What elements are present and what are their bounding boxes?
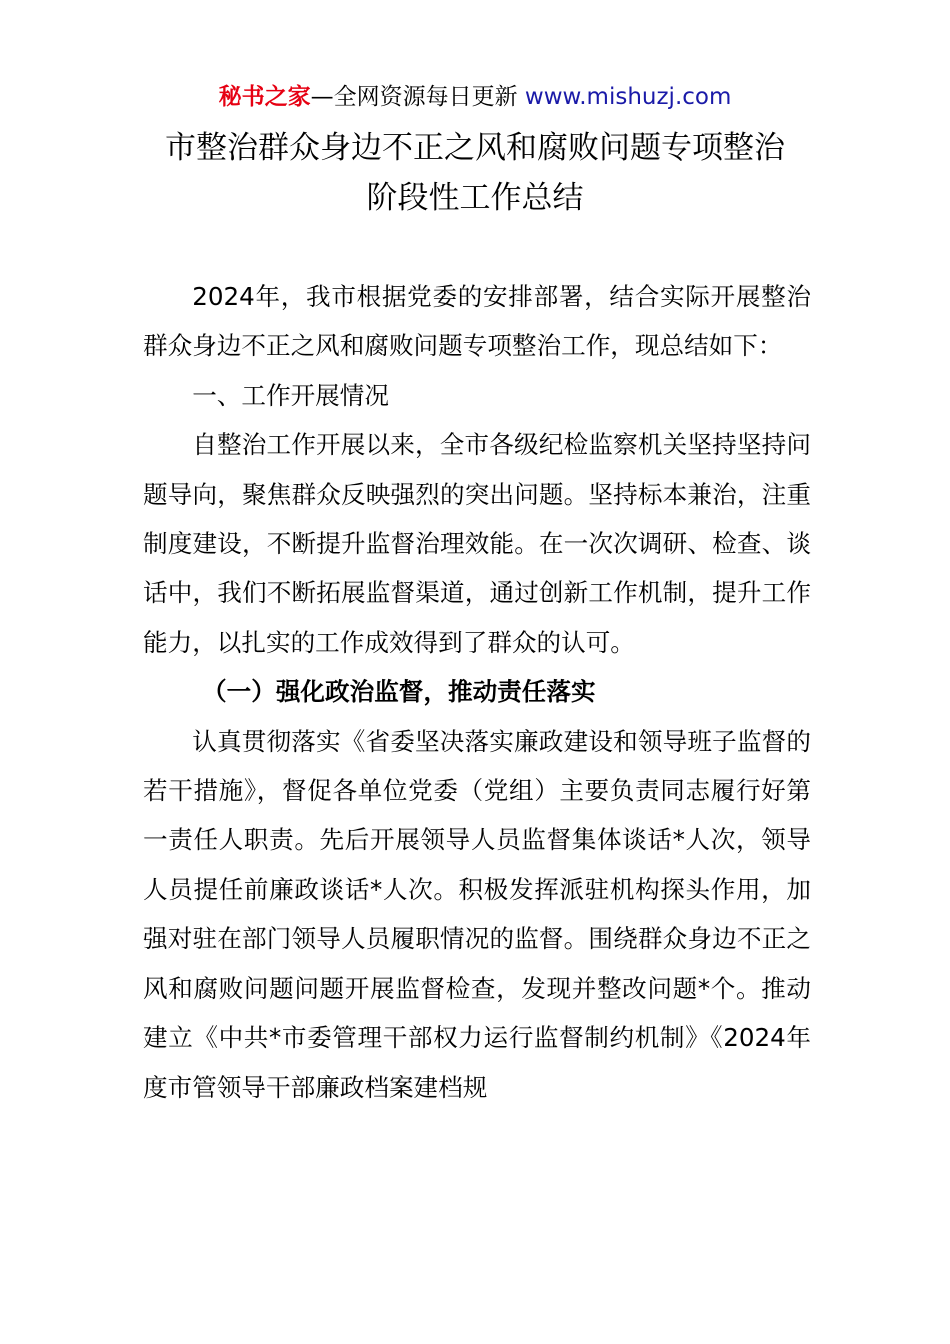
site-banner xyxy=(0,80,950,114)
body-paragraph: 自整治工作开展以来，全市各级纪检监察机关坚持坚持问题导向，聚焦群众反映强烈的突出问题。坚持标本兼治，注重制度建设，不断提升监督治理效能。在一次次调研、检查、谈话中，我们不断拓展监督渠道，通过创新工作机制，提升工作能力，以扎实的工作成效得到了群众的认可。 xyxy=(143,430,811,657)
document-title-line-2: 阶段性工作总结 xyxy=(366,180,584,216)
document-title-line-1: 市整治群众身边不正之风和腐败问题专项整治 xyxy=(165,130,785,166)
section-heading: 一、工作开展情况 xyxy=(192,380,389,410)
subsection-heading: （一）强化政治监督，推动责任落实 xyxy=(202,677,596,707)
document-body xyxy=(143,272,811,1112)
body-paragraph: 认真贯彻落实《省委坚决落实廉政建设和领导班子监督的若干措施》，督促各单位党委（党组）主要负责同志履行好第一责任人职责。先后开展领导人员监督集体谈话*人次，领导人员提任前廉政谈话*人次。积极发挥派驻机构探头作用，加强对驻在部门领导人员履职情况的监督。围绕群众身边不正之风和腐败问题问题开展监督检查，发现并整改问题*个。推动建立《中共*市委管理干部权力运行监督制约机制》《2024年度市管领导干部廉政档案建档规 xyxy=(143,726,811,1102)
banner-tagline: —全网资源每日更新 xyxy=(310,84,518,110)
intro-paragraph: 2024年，我市根据党委的安排部署，结合实际开展整治群众身边不正之风和腐败问题专项整治工作，现总结如下： xyxy=(143,282,811,361)
banner-brand: 秘书之家 xyxy=(218,84,311,110)
banner-url-link[interactable]: www.mishuzj.com xyxy=(524,84,732,110)
